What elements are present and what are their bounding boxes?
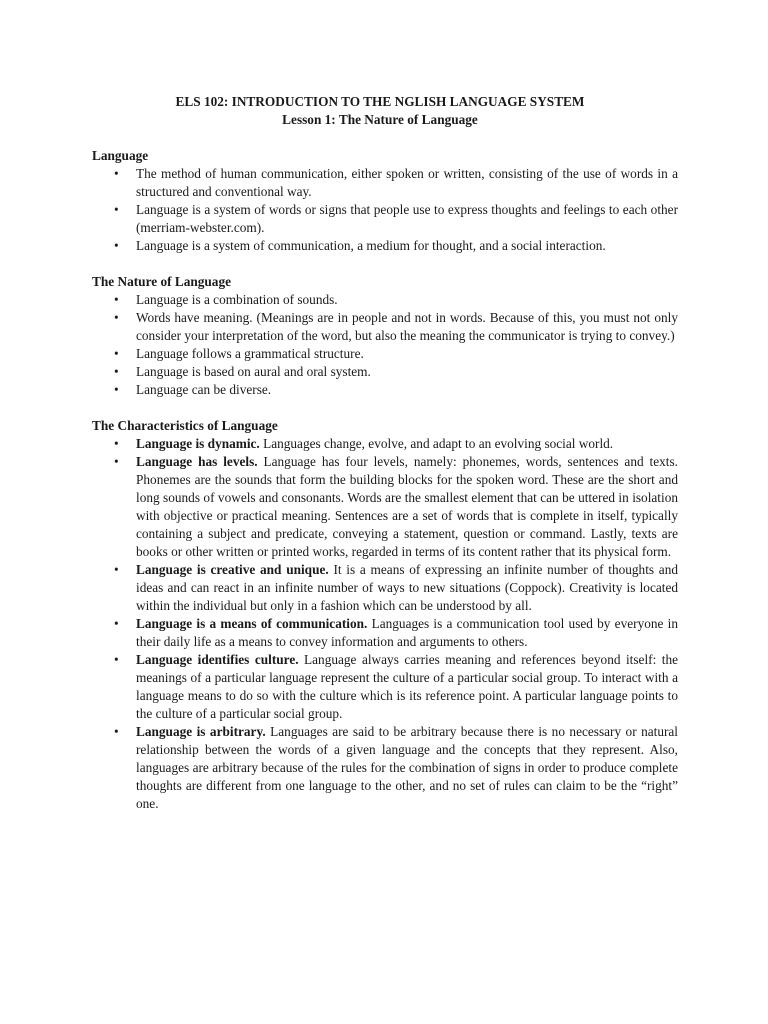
bullet-icon: • [114, 382, 119, 397]
bullet-list [92, 435, 678, 813]
bullet-icon: • [114, 436, 119, 451]
list-item: • Words have meaning. (Meanings are in people and not in words. Because of this, you must not only consider your interpretation of the word, but also the meaning the communicator is trying to convey.) [114, 310, 678, 343]
document-page [92, 93, 678, 813]
bullet-icon: • [114, 724, 119, 739]
list-item: • Language is arbitrary. Languages are said to be arbitrary because there is no necessary or natural relationship between the words of a given language and the concepts that they represent. Also, languages are arbitrary because of the rules for the combination of signs in order to produce complete thoughts are different from one language to the other, and no set of rules can claim to be the “right” one. [114, 724, 679, 811]
list-item: • Language is creative and unique. It is a means of expressing an infinite number of thoughts and ideas and can react in an infinite number of ways to new situations (Coppock). Creativity is located within the individual but only in a fashion which can be understood by all. [114, 562, 678, 613]
bullet-list [92, 291, 678, 399]
bullet-icon: • [114, 292, 119, 307]
list-item: • Language is a system of words or signs that people use to express thoughts and feelings to each other (merriam-webster.com). [114, 202, 678, 235]
course-title: ELS 102: INTRODUCTION TO THE NGLISH LANGUAGE SYSTEM [175, 94, 585, 109]
list-item: • Language can be diverse. [114, 382, 272, 397]
list-item: • Language is a means of communication. Languages is a communication tool used by everyone in their daily life as a means to convey information and arguments to others. [114, 616, 678, 649]
lesson-title: Lesson 1: The Nature of Language [282, 112, 478, 127]
bullet-icon: • [114, 238, 119, 253]
bullet-icon: • [114, 652, 119, 667]
bullet-icon: • [114, 202, 119, 217]
list-item: • Language is based on aural and oral system. [114, 364, 371, 379]
list-item: • Language is dynamic. Languages change, evolve, and adapt to an evolving social world. [114, 436, 614, 451]
section-title: The Nature of Language [92, 274, 232, 289]
list-item: • Language follows a grammatical structure. [114, 346, 364, 361]
bullet-icon: • [114, 364, 119, 379]
list-item: • Language is a combination of sounds. [114, 292, 338, 307]
list-item: • Language has levels. Language has four levels, namely: phonemes, words, sentences and texts. Phonemes are the sounds that form the building blocks for the spoken word. These are the short and long sounds of vowels and consonants. Words are the smallest element that can be uttered in isolation with objective or practical meaning. Sentences are a set of words that is complete in itself, typically containing a subject and predicate, conveying a statement, question or command. Lastly, texts are books or other written or printed works, regarded in terms of its content rather that its physical form. [114, 454, 678, 559]
list-item: • Language is a system of communication, a medium for thought, and a social interaction. [114, 238, 606, 253]
bullet-list [92, 165, 678, 255]
document-header [82, 93, 678, 129]
section-title: The Characteristics of Language [92, 418, 278, 433]
bullet-icon: • [114, 562, 119, 577]
section-characteristics-of-language [92, 417, 678, 813]
section-title: Language [92, 148, 149, 163]
bullet-icon: • [114, 454, 119, 469]
section-language [92, 147, 678, 255]
list-item: • Language identifies culture. Language always carries meaning and references beyond itself: the meanings of a particular language represent the culture of a particular social group. To interact with a language means to do so with the culture which is its reference point. A particular language points to the culture of a particular social group. [114, 652, 678, 721]
bullet-icon: • [114, 346, 119, 361]
bullet-icon: • [114, 616, 119, 631]
bullet-icon: • [114, 310, 119, 325]
list-item: • The method of human communication, either spoken or written, consisting of the use of words in a structured and conventional way. [114, 166, 678, 199]
section-nature-of-language [92, 273, 678, 399]
bullet-icon: • [114, 166, 119, 181]
